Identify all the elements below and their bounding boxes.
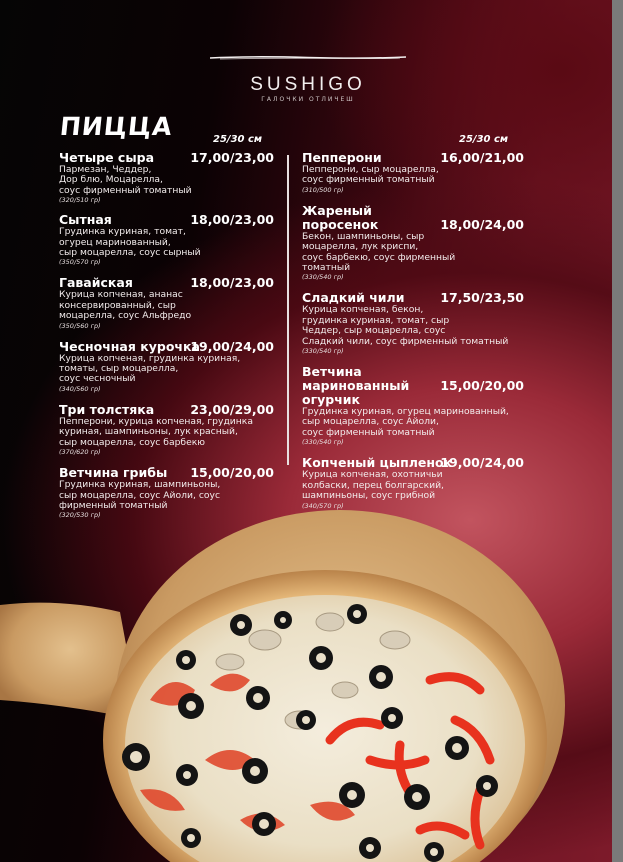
item-desc-line: сыр моцарелла, соус сырный xyxy=(59,247,201,259)
item-desc-line: фирменный томатный xyxy=(59,499,168,511)
item-desc-line: соус фирменный томатный xyxy=(302,426,435,438)
item-desc-line: Курица копченая, охотничьи xyxy=(302,469,443,481)
item-desc-line: Грудинка куриная, томат, xyxy=(59,226,186,238)
item-desc-line: Грудинка куриная, огурец маринованный, xyxy=(302,406,509,418)
item-weight: (350/570 гр) xyxy=(59,258,101,267)
item-price: 19,00/24,00 xyxy=(440,455,524,471)
item-weight: (310/500 гр) xyxy=(302,185,344,194)
item-desc-line: Чеддер, сыр моцарелла, соус xyxy=(302,325,446,337)
item-desc-line: шампиньоны, соус грибной xyxy=(302,490,436,502)
item-desc-line: сыр моцарелла, соус барбекю xyxy=(59,436,206,448)
canvas-edge xyxy=(612,0,623,862)
item-name: Ветчина маринованный огурчик xyxy=(302,364,410,408)
size-header-left: 25/30 см xyxy=(213,134,263,145)
brand-tagline: ГАЛОЧКИ ОТЛИЧЕШ xyxy=(261,96,355,103)
left-column xyxy=(59,151,274,529)
item-desc-line: соус барбекю, соус фирменный xyxy=(302,251,456,263)
item-desc-line: Сладкий чили, соус фирменный томатный xyxy=(302,335,509,347)
item-weight: (340/560 гр) xyxy=(59,384,101,393)
item-desc-line: сыр моцарелла, соус Айоли, xyxy=(302,416,439,428)
item-price: 18,00/23,00 xyxy=(190,212,274,228)
item-desc-line: томатный xyxy=(302,262,351,274)
menu-item xyxy=(59,340,274,394)
item-weight: (330/540 гр) xyxy=(302,273,344,282)
item-desc-line: томаты, сыр моцарелла, xyxy=(59,363,179,375)
item-desc-line: моцарелла, лук криспи, xyxy=(302,241,419,253)
item-name: Жареный поросенок xyxy=(302,202,379,232)
item-price: 15,00/20,00 xyxy=(440,378,524,394)
item-price: 19,00/24,00 xyxy=(190,338,274,354)
item-desc-line: грудинка куриная, томат, сыр xyxy=(302,314,450,326)
menu-item xyxy=(59,403,274,457)
item-name: Копченый цыпленок xyxy=(302,455,453,471)
item-desc-line: Пепперони, курица копченая, грудинка xyxy=(59,415,253,427)
item-weight: (330/540 гр) xyxy=(302,347,344,356)
item-desc-line: соус фирменный томатный xyxy=(302,174,435,186)
item-price: 15,00/20,00 xyxy=(190,465,274,481)
item-name: Сытная xyxy=(59,212,112,228)
item-desc-line: Курица копченая, бекон, xyxy=(302,304,424,316)
item-weight: (320/530 гр) xyxy=(59,511,101,520)
item-price: 16,00/21,00 xyxy=(440,150,524,165)
item-price: 23,00/29,00 xyxy=(190,401,274,417)
item-price: 17,00/23,00 xyxy=(190,150,274,165)
item-desc-line: соус фирменный томатный xyxy=(59,184,192,196)
menu-item xyxy=(302,204,524,283)
item-desc-line: Бекон, шампиньоны, сыр xyxy=(302,230,425,242)
item-desc-line: Дор блю, Моцарелла, xyxy=(59,174,163,186)
item-name: Сладкий чили xyxy=(302,290,405,306)
item-desc-line: колбаски, перец болгарский, xyxy=(302,479,444,491)
item-price: 18,00/24,00 xyxy=(440,216,524,232)
item-name: Пепперони xyxy=(302,150,382,165)
brush-stroke-decoration xyxy=(210,55,406,60)
item-weight: (370/620 гр) xyxy=(59,448,101,457)
item-desc-line: Пепперони, сыр моцарелла, xyxy=(302,164,439,175)
item-desc-line: Пармезан, Чеддер, xyxy=(59,164,152,175)
menu-item xyxy=(302,151,524,195)
item-desc-line: соус чесночный xyxy=(59,373,136,385)
menu-item xyxy=(302,365,524,447)
menu-item xyxy=(59,276,274,330)
item-weight: (330/540 гр) xyxy=(302,438,344,447)
item-price: 17,50/23,50 xyxy=(440,290,524,306)
item-name: Гавайская xyxy=(59,275,133,291)
right-column xyxy=(302,151,524,520)
item-desc-line: сыр моцарелла, соус Айоли, соус xyxy=(59,489,220,501)
menu-item xyxy=(59,151,274,205)
item-price: 18,00/23,00 xyxy=(190,275,274,291)
pizza-photo xyxy=(0,495,612,862)
item-desc-line: моцарелла, соус Альфредо xyxy=(59,310,192,322)
brand-name: SUSHIGO xyxy=(250,74,366,95)
menu-item xyxy=(59,213,274,267)
size-header-right: 25/30 см xyxy=(459,134,509,145)
item-weight: (350/560 гр) xyxy=(59,321,101,330)
item-desc-line: консервированный, сыр xyxy=(59,299,176,311)
item-desc-line: куриная, шампиньоны, лук красный, xyxy=(59,426,238,438)
item-weight: (340/570 гр) xyxy=(302,501,344,510)
menu-item xyxy=(302,291,524,356)
column-divider xyxy=(287,155,289,465)
item-desc-line: Курица копченая, грудинка куриная, xyxy=(59,352,241,364)
item-desc-line: Грудинка куриная, шампиньоны, xyxy=(59,479,221,491)
section-title: ПИЦЦА xyxy=(58,112,175,141)
item-desc-line: Курица копченая, ананас xyxy=(59,289,183,301)
item-name: Ветчина грибы xyxy=(59,465,168,481)
item-name: Четыре сыра xyxy=(59,150,155,165)
item-weight: (320/510 гр) xyxy=(59,196,101,205)
item-name: Три толстяка xyxy=(59,401,155,417)
item-name: Чесночная курочка xyxy=(59,338,200,354)
item-desc-line: огурец маринованный, xyxy=(59,236,171,248)
